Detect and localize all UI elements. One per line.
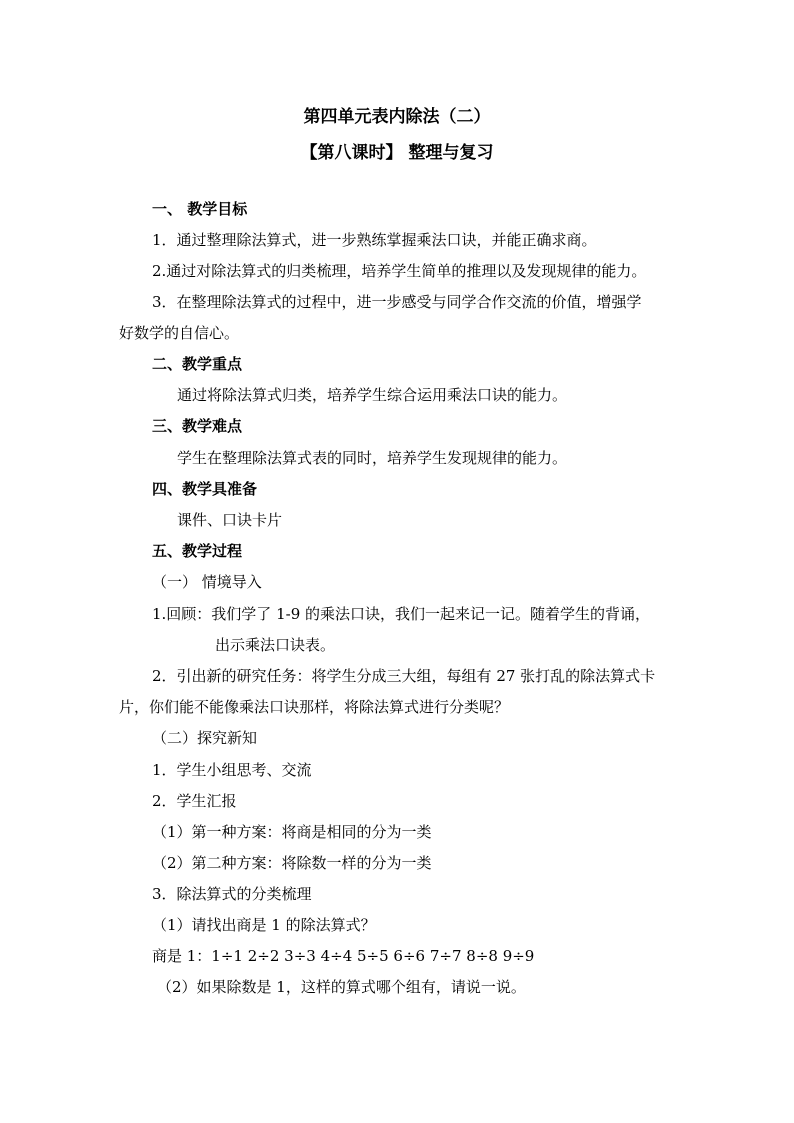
objective-3: 3．在整理除法算式的过程中，进一步感受与同学合作交流的价值，增强学 [152,293,642,311]
section-heading-objectives: 一、 教学目标 [152,200,248,218]
objective-3-continued: 好数学的自信心。 [119,324,240,342]
explore-step-1: 1．学生小组思考、交流 [152,761,312,779]
section-heading-materials: 四、教学具准备 [152,480,258,498]
explore-step-2: 2．学生汇报 [152,792,237,810]
explore-step-2-option-2: （2）第二种方案：将除数一样的分为一类 [152,854,432,872]
section-heading-process: 五、教学过程 [152,542,243,560]
subsection-explore: （二）探究新知 [152,729,258,747]
process-step-1: 1.回顾：我们学了 1-9 的乘法口诀，我们一起来记一记。随着学生的背诵， [152,605,651,623]
explore-step-3: 3．除法算式的分类梳理 [152,885,312,903]
section-heading-key-points: 二、教学重点 [152,355,243,373]
explore-step-3-question-2: （2）如果除数是 1，这样的算式哪个组有，请说一说。 [157,978,526,996]
process-step-2-continued: 片，你们能不能像乘法口诀那样，将除法算式进行分类呢？ [119,698,510,716]
quotient-one-list: 商是 1：1÷1 2÷2 3÷3 4÷4 5÷5 6÷6 7÷7 8÷8 9÷9 [152,947,535,965]
objective-2: 2.通过对除法算式的归类梳理，培养学生简单的推理以及发现规律的能力。 [152,262,647,280]
materials-text: 课件、口诀卡片 [177,511,283,529]
document-title: 第四单元表内除法（二） [303,107,491,127]
subsection-introduction: （一） 情境导入 [152,573,262,591]
process-step-2: 2．引出新的研究任务：将学生分成三大组，每组有 27 张打乱的除法算式卡 [152,667,656,685]
explore-step-2-option-1: （1）第一种方案：将商是相同的分为一类 [152,823,432,841]
section-heading-difficulties: 三、教学难点 [152,417,243,435]
objective-1: 1．通过整理除法算式，进一步熟练掌握乘法口诀，并能正确求商。 [152,231,597,249]
lesson-subtitle: 【第八课时】 整理与复习 [300,143,494,163]
key-points-text: 通过将除法算式归类，培养学生综合运用乘法口诀的能力。 [177,386,568,404]
explore-step-3-question-1: （1）请找出商是 1 的除法算式？ [152,916,376,934]
difficulties-text: 学生在整理除法算式表的同时，培养学生发现规律的能力。 [177,449,568,467]
process-step-1-continued: 出示乘法口诀表。 [215,636,336,654]
